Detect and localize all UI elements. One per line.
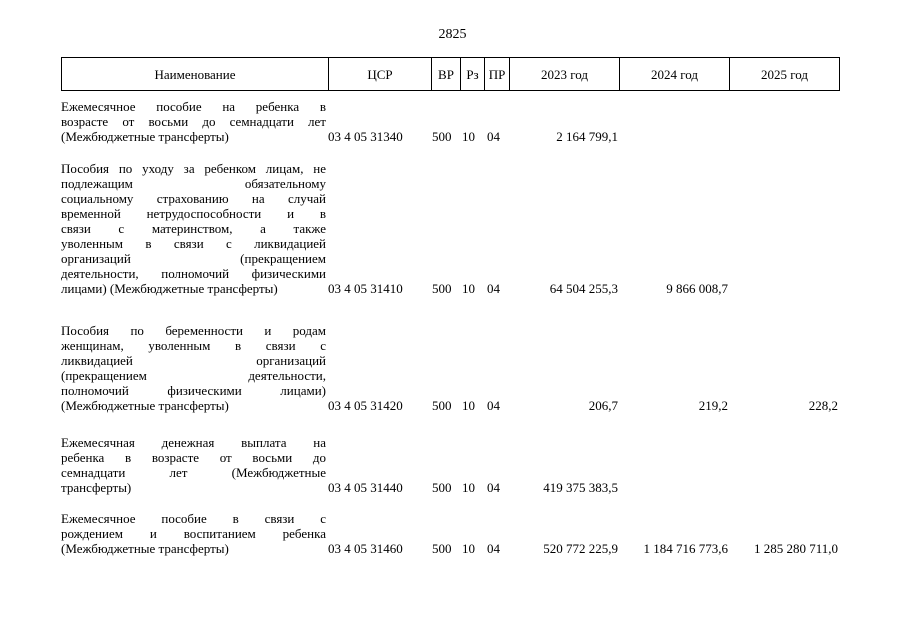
- row-name-line: Ежемесячное пособие на ребенка в: [61, 99, 326, 114]
- row-name-line: (Межбюджетные трансферты): [61, 398, 229, 413]
- header-vr: ВР: [432, 57, 461, 91]
- header-year-2023: 2023 год: [510, 57, 620, 91]
- row-name-line: (прекращением деятельности,: [61, 368, 326, 383]
- header-pr: ПР: [485, 57, 510, 91]
- row-value-2023: 64 504 255,3: [549, 281, 618, 296]
- table-row: [0, 323, 905, 413]
- row-pr: 04: [487, 398, 500, 413]
- row-rz: 10: [462, 398, 475, 413]
- row-name-line: деятельности, полномочий физическими: [61, 266, 326, 281]
- row-value-2023: 206,7: [588, 398, 618, 413]
- header-year-2024: 2024 год: [620, 57, 730, 91]
- row-name: [61, 511, 326, 556]
- header-name: Наименование: [61, 57, 329, 91]
- row-name-line: ликвидацией организаций: [61, 353, 326, 368]
- table-header: [61, 57, 840, 91]
- row-value-2023: 520 772 225,9: [543, 541, 618, 556]
- row-vr: 500: [432, 541, 452, 556]
- table-row: [0, 435, 905, 495]
- row-vr: 500: [432, 281, 452, 296]
- row-value-2025: 1 285 280 711,0: [753, 541, 838, 556]
- row-name-line: Пособия по беременности и родам: [61, 323, 326, 338]
- row-csr: 03 4 05 31410: [328, 281, 403, 296]
- row-name-line: (Межбюджетные трансферты): [61, 129, 229, 144]
- header-rz: Рз: [461, 57, 485, 91]
- row-value-2024: 9 866 008,7: [666, 281, 728, 296]
- row-name-line: рождением и воспитанием ребенка: [61, 526, 326, 541]
- page-number: 2825: [438, 27, 467, 42]
- row-rz: 10: [462, 480, 475, 495]
- row-vr: 500: [432, 398, 452, 413]
- row-value-2023: 419 375 383,5: [543, 480, 618, 495]
- row-name-line: женщинам, уволенным в связи с: [61, 338, 326, 353]
- table-row: [0, 161, 905, 296]
- row-rz: 10: [462, 281, 475, 296]
- row-name-line: временной нетрудоспособности и в: [61, 206, 326, 221]
- row-name-line: трансферты): [61, 480, 132, 495]
- row-pr: 04: [487, 480, 500, 495]
- row-name-line: организаций (прекращением: [61, 251, 326, 266]
- row-rz: 10: [462, 541, 475, 556]
- table-row: [0, 511, 905, 556]
- row-value-2024: 1 184 716 773,6: [643, 541, 728, 556]
- row-name-line: семнадцати лет (Межбюджетные: [61, 465, 326, 480]
- row-name: [61, 323, 326, 413]
- row-name: [61, 435, 326, 495]
- row-name-line: подлежащим обязательному: [61, 176, 326, 191]
- table-row: [0, 99, 905, 144]
- row-pr: 04: [487, 281, 500, 296]
- row-value-2024: 219,2: [698, 398, 728, 413]
- row-name-line: уволенным в связи с ликвидацией: [61, 236, 326, 251]
- header-csr: ЦСР: [329, 57, 432, 91]
- row-csr: 03 4 05 31460: [328, 541, 403, 556]
- row-value-2023: 2 164 799,1: [556, 129, 618, 144]
- row-name-line: лицами) (Межбюджетные трансферты): [61, 281, 278, 296]
- row-name-line: Ежемесячное пособие в связи с: [61, 511, 326, 526]
- row-name: [61, 161, 326, 296]
- row-name-line: возрасте от восьми до семнадцати лет: [61, 114, 326, 129]
- header-year-2025: 2025 год: [730, 57, 840, 91]
- row-vr: 500: [432, 480, 452, 495]
- row-rz: 10: [462, 129, 475, 144]
- row-csr: 03 4 05 31340: [328, 129, 403, 144]
- row-name-line: (Межбюджетные трансферты): [61, 541, 229, 556]
- row-csr: 03 4 05 31440: [328, 480, 403, 495]
- row-vr: 500: [432, 129, 452, 144]
- row-name-line: социальному страхованию на случай: [61, 191, 326, 206]
- row-name-line: полномочий физическими лицами): [61, 383, 326, 398]
- row-name-line: связи с материнством, а также: [61, 221, 326, 236]
- row-pr: 04: [487, 129, 500, 144]
- row-csr: 03 4 05 31420: [328, 398, 403, 413]
- row-name: [61, 99, 326, 144]
- row-pr: 04: [487, 541, 500, 556]
- row-name-line: Пособия по уходу за ребенком лицам, не: [61, 161, 326, 176]
- row-name-line: ребенка в возрасте от восьми до: [61, 450, 326, 465]
- row-value-2025: 228,2: [808, 398, 838, 413]
- row-name-line: Ежемесячная денежная выплата на: [61, 435, 326, 450]
